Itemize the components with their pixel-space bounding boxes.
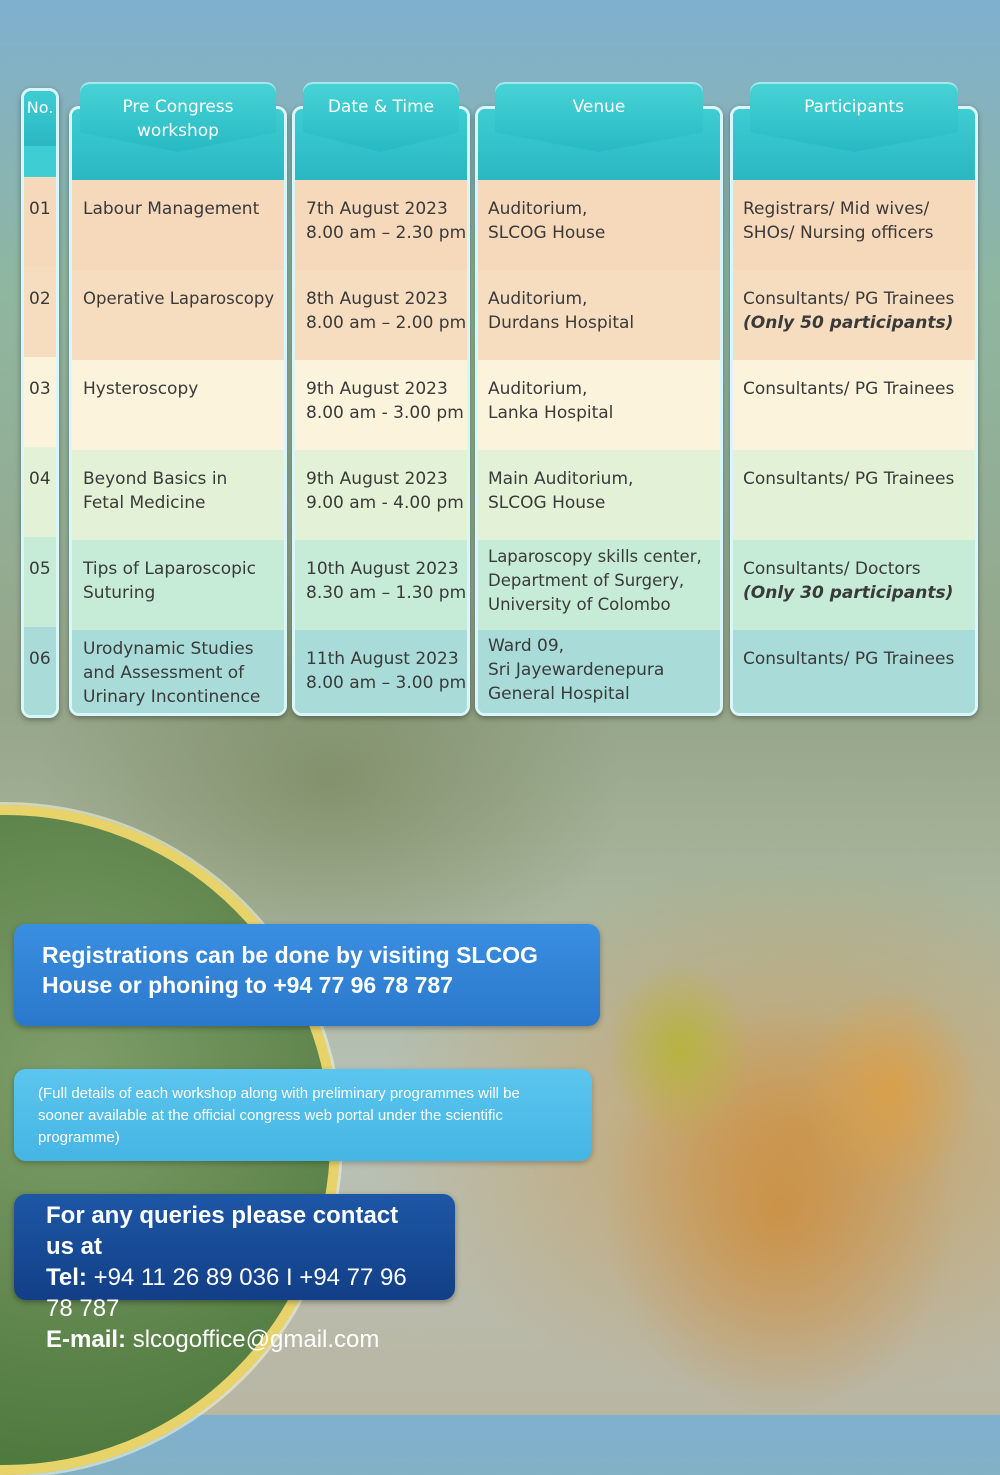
- row-number: 06: [29, 649, 51, 669]
- contact-title: For any queries please contact us at: [46, 1202, 399, 1260]
- row-number: 05: [29, 559, 51, 579]
- header-participants: Participants: [804, 97, 904, 117]
- workshop-title: Urodynamic Studies and Assessment of Urinary Incontinence: [83, 639, 261, 707]
- workshop-datetime: 9th August 2023 9.00 am - 4.00 pm: [306, 469, 464, 513]
- column-no: [21, 88, 59, 718]
- workshop-venue: Auditorium, Durdans Hospital: [488, 289, 635, 333]
- workshop-venue: Laparoscopy skills center, Department of Surgery, University of Colombo: [488, 547, 702, 614]
- workshop-venue: Auditorium, Lanka Hospital: [488, 379, 614, 423]
- row-number: 01: [29, 199, 51, 219]
- registration-notice: Registrations can be done by visiting SLCOG House or phoning to +94 77 96 78 787: [14, 924, 600, 1026]
- workshop-participants: Consultants/ PG Trainees: [743, 379, 955, 399]
- workshop-participants: Consultants/ PG Trainees (Only 50 participants): [743, 289, 955, 333]
- workshop-title: Beyond Basics in Fetal Medicine: [83, 469, 228, 513]
- workshop-datetime: 8th August 2023 8.00 am – 2.00 pm: [306, 289, 467, 333]
- contact-box: [14, 1194, 455, 1353]
- workshop-title: Labour Management: [83, 199, 260, 219]
- contact-tel: [46, 1262, 423, 1324]
- header-workshop: Pre Congress workshop: [122, 97, 234, 141]
- workshop-title: Tips of Laparoscopic Suturing: [83, 559, 257, 603]
- workshop-datetime: 11th August 2023 8.00 am – 3.00 pm: [306, 649, 467, 693]
- workshop-venue: Auditorium, SLCOG House: [488, 199, 606, 243]
- participant-limit-note: (Only 30 participants): [743, 583, 954, 603]
- workshop-participants: Consultants/ Doctors (Only 30 participants): [743, 559, 954, 603]
- workshop-participants: Consultants/ PG Trainees: [743, 469, 955, 489]
- workshop-title: Operative Laparoscopy: [83, 289, 275, 308]
- header-datetime: Date & Time: [327, 97, 435, 117]
- workshop-datetime: 10th August 2023 8.30 am – 1.30 pm: [306, 559, 467, 603]
- email-value[interactable]: slcogoffice@gmail.com: [132, 1326, 380, 1353]
- workshop-title: Hysteroscopy: [83, 379, 199, 399]
- email-label: E-mail:: [46, 1326, 127, 1353]
- workshop-venue: Main Auditorium, SLCOG House: [488, 469, 634, 513]
- workshop-datetime: 9th August 2023 8.00 am - 3.00 pm: [306, 379, 464, 423]
- contact-email: [46, 1324, 423, 1355]
- full-details-notice: (Full details of each workshop along with preliminary programmes will be sooner available at the official congress web portal under the scientific programme): [14, 1069, 592, 1161]
- row-number: 04: [29, 469, 51, 489]
- workshop-datetime: 7th August 2023 8.00 am – 2.30 pm: [306, 199, 467, 243]
- workshop-participants: Consultants/ PG Trainees: [743, 649, 955, 669]
- workshop-venue: Ward 09, Sri Jayewardenepura General Hospital: [488, 636, 665, 704]
- row-number: 03: [29, 379, 51, 399]
- row-number: 02: [29, 289, 51, 309]
- header-no: No.: [26, 98, 54, 117]
- tel-value[interactable]: +94 11 26 89 036 I +94 77 96 78 787: [46, 1264, 407, 1322]
- participant-limit-note: (Only 50 participants): [743, 313, 954, 333]
- workshop-participants: Registrars/ Mid wives/ SHOs/ Nursing officers: [743, 199, 934, 243]
- fresco-painting-background: [560, 880, 1000, 1415]
- tel-label: Tel:: [46, 1264, 87, 1291]
- header-venue: Venue: [572, 97, 626, 117]
